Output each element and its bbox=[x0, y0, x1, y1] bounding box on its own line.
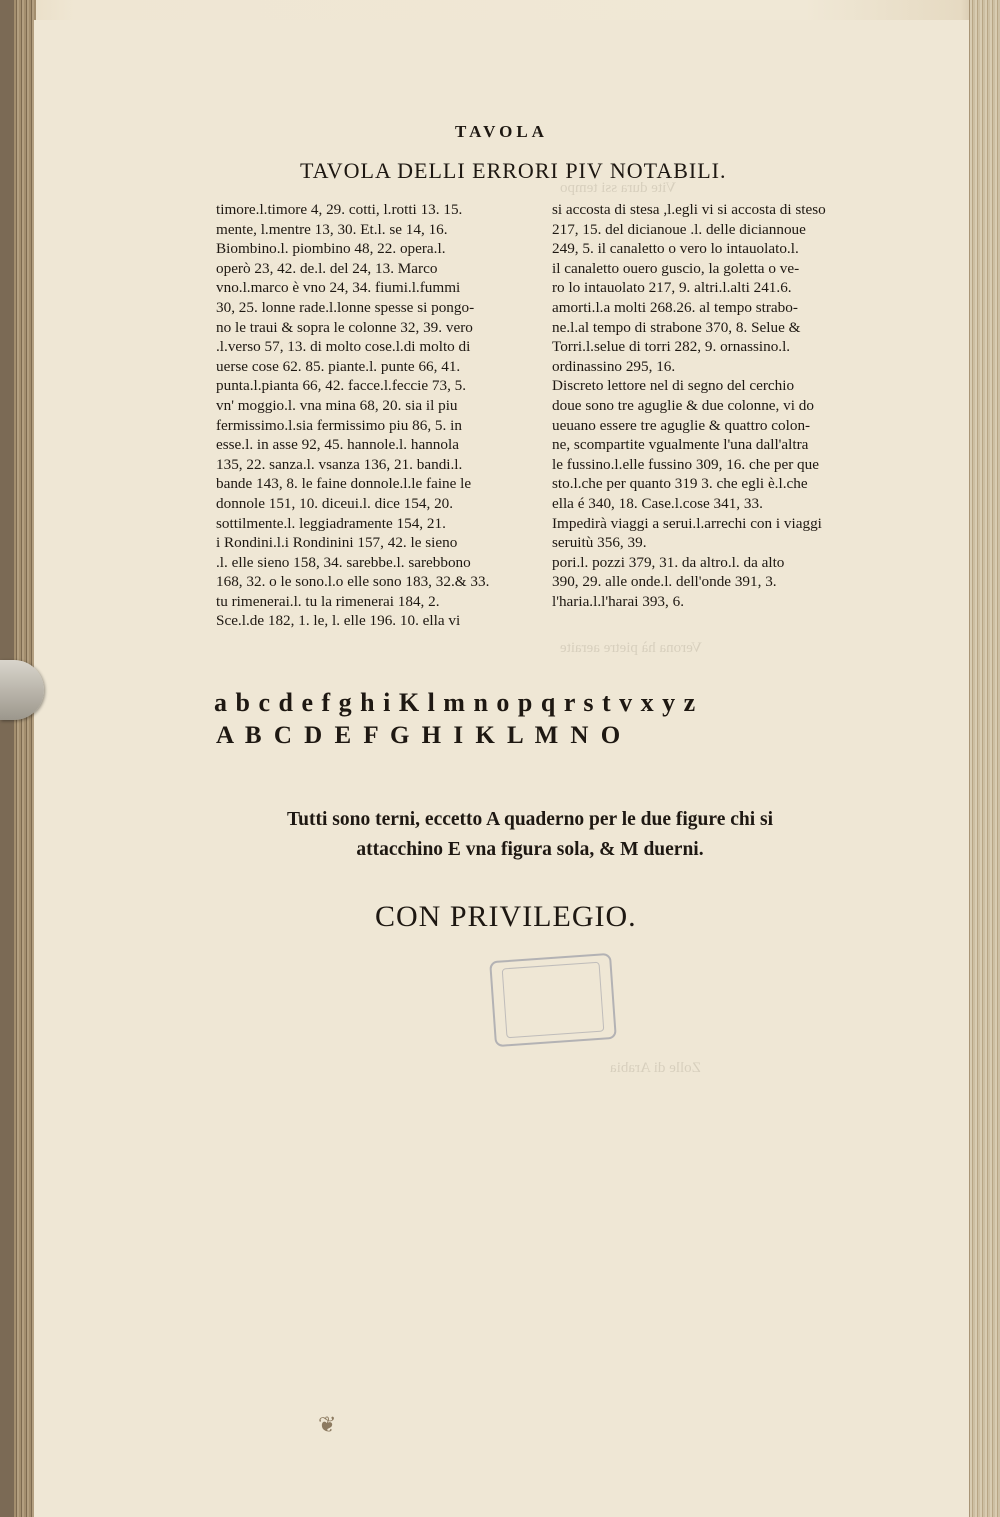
errata-line: Torri.l.selue di torri 282, 9. ornassino.l. bbox=[552, 338, 791, 356]
errata-line: amorti.l.a molti 268.26. al tempo strabo- bbox=[552, 298, 798, 316]
errata-line: Discreto lettore nel di segno del cerchio bbox=[552, 377, 795, 395]
errata-line: vno.l.marco è vno 24, 34. fiumi.l.fummi bbox=[216, 279, 461, 297]
running-header: TAVOLA bbox=[455, 122, 548, 141]
errata-line: esse.l. in asse 92, 45. hannole.l. hannola bbox=[216, 436, 459, 454]
errata-line: donnole 151, 10. diceui.l. dice 154, 20. bbox=[216, 494, 454, 512]
errata-line: .l.verso 57, 13. di molto cose.l.di molto di bbox=[216, 338, 471, 356]
signature-alphabet-lower: a b c d e f g h i K l m n o p q r s t v x y z bbox=[214, 688, 696, 717]
library-stamp bbox=[489, 953, 617, 1047]
errata-line: 135, 22. sanza.l. vsanza 136, 21. bandi.l. bbox=[216, 455, 463, 473]
errata-line: bande 143, 8. le faine donnole.l.le faine le bbox=[216, 475, 472, 493]
errata-line: sto.l.che per quanto 319 3. che egli è.l.che bbox=[552, 475, 808, 493]
page-title: TAVOLA DELLI ERRORI PIV NOTABILI. bbox=[300, 158, 727, 183]
errata-line: ueuano essere tre aguglie & quattro colon- bbox=[552, 416, 811, 434]
errata-line: Sce.l.de 182, 1. le, l. elle 196. 10. ella vi bbox=[216, 612, 461, 630]
errata-line: le fussino.l.elle fussino 309, 16. che per que bbox=[552, 455, 819, 473]
errata-line: ella é 340, 18. Case.l.cose 341, 33. bbox=[552, 494, 763, 512]
errata-line: mente, l.mentre 13, 30. Et.l. se 14, 16. bbox=[216, 220, 448, 238]
errata-line: seruitù 356, 39. bbox=[552, 534, 647, 552]
errata-line: uerse cose 62. 85. piante.l. punte 66, 41. bbox=[216, 357, 461, 375]
errata-line: punta.l.pianta 66, 42. facce.l.feccie 73, 5. bbox=[216, 377, 467, 395]
errata-line: ne.l.al tempo di strabone 370, 8. Selue & bbox=[552, 318, 801, 336]
errata-line: l'haria.l.l'harai 393, 6. bbox=[552, 592, 684, 610]
bleed-through-text: Zolle di Arabia bbox=[610, 1060, 701, 1076]
errata-line: ne, scompartite vgualmente l'una dall'altra bbox=[552, 436, 809, 454]
errata-line: ro lo intauolato 217, 9. altri.l.alti 241.6. bbox=[552, 279, 792, 297]
errata-line: 168, 32. o le sono.l.o elle sono 183, 32.& 33. bbox=[216, 573, 490, 591]
book-spine-edge bbox=[14, 0, 36, 1517]
signature-alphabet-upper: A B C D E F G H I K L M N O bbox=[216, 722, 624, 749]
errata-line: si accosta di stesa ,l.egli vi si accosta di steso bbox=[552, 201, 826, 218]
errata-line: doue sono tre aguglie & due colonne, vi do bbox=[552, 396, 814, 414]
errata-line: .l. elle sieno 158, 34. sarebbe.l. sarebbono bbox=[216, 553, 471, 571]
errata-line: 30, 25. lonne rade.l.lonne spesse si pongo- bbox=[216, 298, 475, 316]
bleed-through-text: Verona hà pietre aeraite bbox=[560, 640, 702, 656]
register-line: Tutti sono terni, eccetto A quaderno per le due figure chi si bbox=[286, 809, 774, 830]
errata-line: il canaletto ouero guscio, la goletta o ve- bbox=[552, 259, 800, 277]
errata-line: fermissimo.l.sia fermissimo piu 86, 5. in bbox=[216, 416, 462, 434]
errata-line: timore.l.timore 4, 29. cotti, l.rotti 13. 15. bbox=[216, 201, 463, 218]
register-note bbox=[280, 805, 780, 865]
errata-line: 217, 15. del dicianoue .l. delle diciannoue bbox=[552, 220, 806, 238]
errata-line: tu rimenerai.l. tu la rimenerai 184, 2. bbox=[216, 592, 440, 610]
errata-line: 390, 29. alle onde.l. dell'onde 391, 3. bbox=[552, 573, 777, 591]
register-line: attacchino E vna figura sola, & M duerni. bbox=[356, 839, 704, 860]
page-fore-edge bbox=[969, 0, 1000, 1517]
errata-column-left bbox=[216, 200, 522, 631]
errata-line: vn' moggio.l. vna mina 68, 20. sia il piu bbox=[216, 396, 458, 414]
errata-line: operò 23, 42. de.l. del 24, 13. Marco bbox=[216, 259, 438, 277]
errata-line: i Rondini.l.i Rondinini 157, 42. le sieno bbox=[216, 534, 458, 552]
bleed-through-text: Vite dura ssi tempo bbox=[560, 180, 677, 196]
privilegio-heading: CON PRIVILEGIO. bbox=[375, 900, 637, 933]
ornament-icon: ❦ bbox=[318, 1412, 337, 1437]
errata-line: pori.l. pozzi 379, 31. da altro.l. da alto bbox=[552, 553, 785, 571]
errata-line: ordinassino 295, 16. bbox=[552, 357, 676, 375]
errata-line: Biombino.l. piombino 48, 22. opera.l. bbox=[216, 240, 446, 258]
errata-line: 249, 5. il canaletto o vero lo intauolato.l. bbox=[552, 240, 799, 258]
errata-line: no le traui & sopra le colonne 32, 39. vero bbox=[216, 318, 473, 336]
errata-line: sottilmente.l. leggiadramente 154, 21. bbox=[216, 514, 446, 532]
errata-column-right bbox=[552, 200, 852, 611]
errata-line: Impedirà viaggi a serui.l.arrechi con i viaggi bbox=[552, 514, 822, 532]
